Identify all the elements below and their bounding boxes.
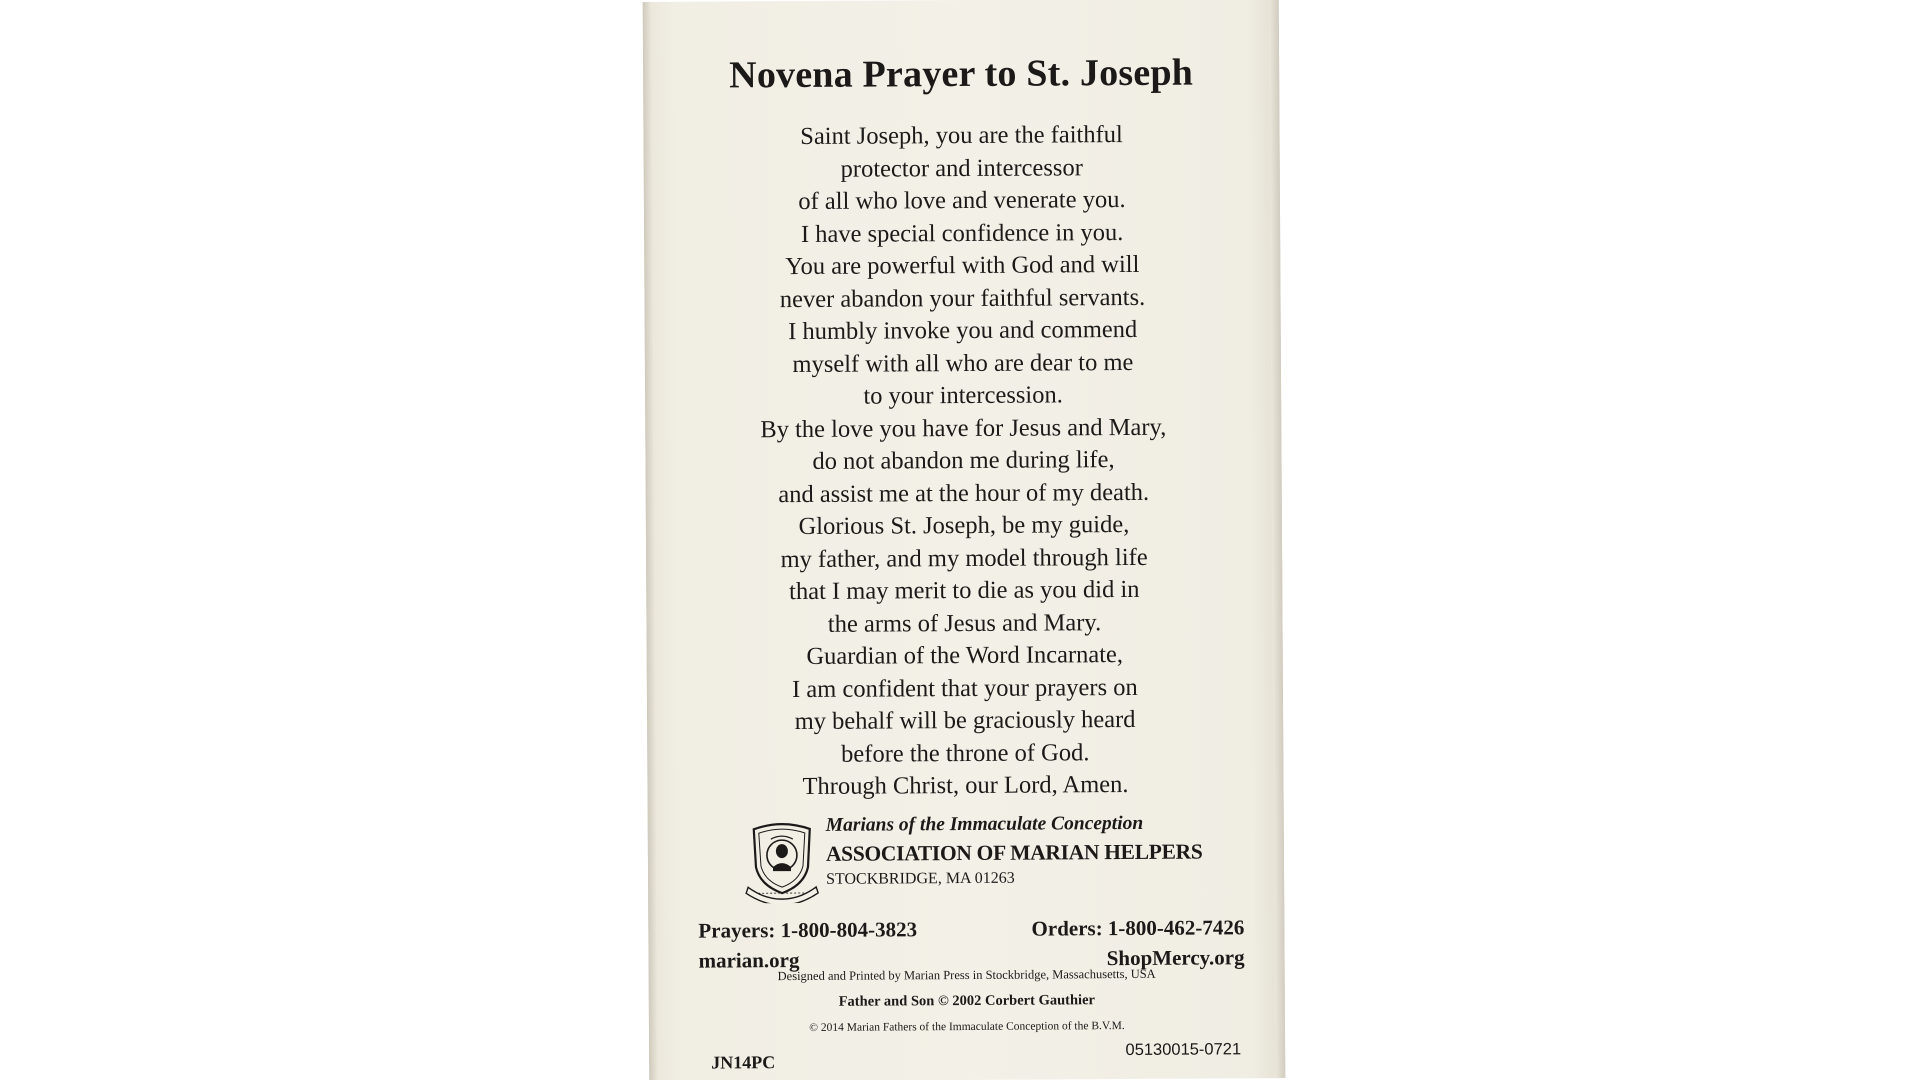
- publisher-address: STOCKBRIDGE, MA 01263: [826, 869, 1015, 888]
- prayer-line: and assist me at the hour of my death.: [778, 478, 1150, 508]
- prayer-line: Saint Joseph, you are the faithful: [800, 121, 1123, 150]
- prayer-line: do not abandon me during life,: [812, 446, 1115, 475]
- publisher-block: [744, 811, 1205, 904]
- prayer-line: Guardian of the Word Incarnate,: [806, 641, 1124, 670]
- prayer-line: I have special confidence in you.: [800, 218, 1124, 248]
- publisher-text: [826, 811, 1203, 891]
- orders-phone: Orders: 1-800-462-7426: [1031, 915, 1245, 941]
- prayer-line: to your intercession.: [863, 381, 1063, 410]
- prayer-line: You are powerful with God and will: [785, 250, 1140, 281]
- publisher-order-name: Marians of the Immaculate Conception: [825, 812, 1144, 836]
- prayer-title: Novena Prayer to St. Joseph: [729, 51, 1194, 97]
- prayer-line: before the throne of God.: [841, 738, 1090, 768]
- prayer-line: of all who love and venerate you.: [798, 186, 1126, 216]
- prayer-line: the arms of Jesus and Mary.: [827, 608, 1102, 638]
- prayer-line: I am confident that your prayers on: [792, 673, 1138, 703]
- contact-left: [698, 914, 917, 975]
- publisher-association-name: ASSOCIATION OF MARIAN HELPERS: [825, 839, 1203, 866]
- copyright-notice: © 2014 Marian Fathers of the Immaculate Conception of the B.V.M.: [809, 1020, 1125, 1034]
- marian-website-link: marian.org: [698, 948, 800, 973]
- artwork-credit: Father and Son © 2002 Corbert Gauthier: [838, 992, 1095, 1010]
- prayer-line: By the love you have for Jesus and Mary,: [760, 413, 1167, 443]
- prayer-line: Through Christ, our Lord, Amen.: [802, 771, 1129, 800]
- item-number: 05130015-0721: [1125, 1040, 1242, 1060]
- prayer-line: never abandon your faithful servants.: [779, 283, 1146, 313]
- prayer-line: myself with all who are dear to me: [792, 348, 1134, 378]
- prayer-line: Glorious St. Joseph, be my guide,: [798, 510, 1130, 541]
- shopmercy-website-link: ShopMercy.org: [1106, 945, 1245, 971]
- printer-credit: Designed and Printed by Marian Press in Stockbridge, Massachusetts, USA: [777, 966, 1156, 984]
- product-code: JN14PC: [711, 1052, 776, 1073]
- prayer-line: I humbly invoke you and commend: [788, 315, 1138, 346]
- prayers-phone: Prayers: 1-800-804-3823: [698, 917, 918, 943]
- prayer-line: my father, and my model through life: [780, 543, 1148, 573]
- prayer-line: that I may merit to die as you did in: [789, 575, 1140, 606]
- prayer-line: my behalf will be graciously heard: [794, 705, 1136, 736]
- contact-right: [1031, 912, 1244, 973]
- prayer-line: protector and intercessor: [840, 153, 1083, 183]
- marian-crest-icon: [744, 821, 820, 903]
- prayer-text: [643, 118, 1283, 804]
- prayer-card: [643, 0, 1286, 1080]
